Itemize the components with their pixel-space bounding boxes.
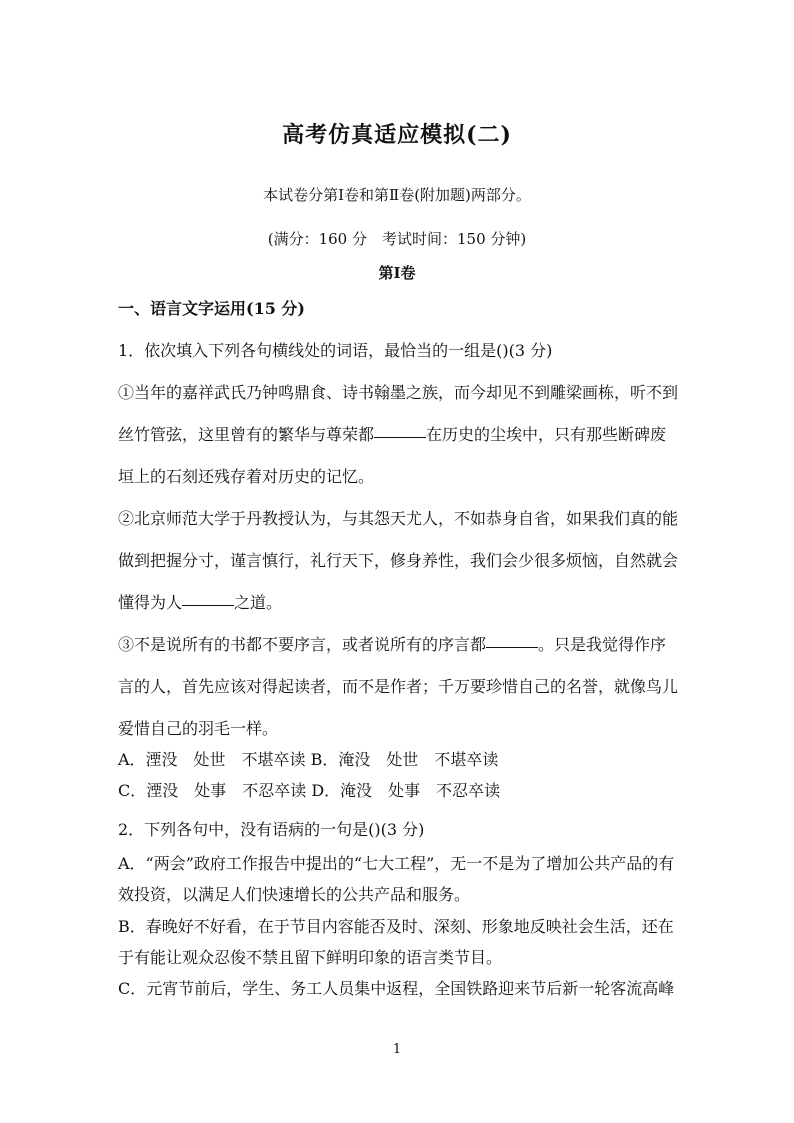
q2-option-c: C．元宵节前后，学生、务工人员集中返程，全国铁路迎来节后新一轮客流高峰: [118, 979, 675, 998]
q1-sentence-3: [118, 624, 678, 750]
q1-s1-text-a: ①当年的嘉祥武氏乃钟鸣鼎食、诗书翰墨之族，而今却见不到雕梁画栋，听不到丝竹管弦，这里曾有的繁华与尊荣都: [118, 383, 679, 444]
fill-blank-2: [182, 604, 234, 606]
q1-stem: 1．依次填入下列各句横线处的词语，最恰当的一组是()(3 分): [118, 341, 553, 360]
exam-meta: (满分：160 分 考试时间：150 分钟): [267, 230, 527, 248]
q1-s2-text-a: ②北京师范大学于丹教授认为，与其怨天尤人，不如恭身自省，如果我们真的能做到把握分寸，谨言慎行，礼行天下，修身养性，我们会少很多烦恼，自然就会懂得为人: [118, 509, 679, 612]
q1-sentence-1: [118, 372, 678, 498]
q1-s3-text-a: ③不是说所有的书都不要序言，或者说所有的序言都: [118, 635, 487, 654]
q1-s3-text-b: 。只是我觉得作序言的人，首先应该对得起读者，而不是作者；千万要珍惜自己的名誉，就像鸟儿爱惜自己的羽毛一样。: [118, 635, 679, 738]
page-title: 高考仿真适应模拟(二): [282, 122, 512, 148]
q1-s2-text-b: 之道。: [234, 593, 283, 612]
section-heading: 第Ⅰ卷: [378, 264, 416, 282]
q1-s1-text-b: 在历史的尘埃中，只有那些断碑废垣上的石刻还残存着对历史的记忆。: [118, 425, 667, 486]
fill-blank-3: [486, 646, 538, 648]
q1-options-row-2: C．湮没 处事 不忍卒读 D．淹没 处事 不忍卒读: [118, 781, 501, 800]
part1-heading: 一、语言文字运用(15 分): [118, 299, 305, 318]
q1-options-row-1: A．湮没 处世 不堪卒读 B．淹没 处世 不堪卒读: [118, 750, 499, 769]
q1-sentence-2: [118, 498, 678, 624]
subtitle: 本试卷分第Ⅰ卷和第Ⅱ卷(附加题)两部分。: [263, 186, 531, 204]
q2-option-b: B．春晚好不好看，在于节目内容能否及时、深刻、形象地反映社会生活，还在于有能让观众忍俊不禁且留下鲜明印象的语言类节目。: [118, 917, 674, 967]
page-number: 1: [392, 1042, 402, 1057]
fill-blank-1: [374, 436, 426, 438]
q2-stem: 2．下列各句中，没有语病的一句是()(3 分): [118, 820, 425, 839]
q2-option-a: A．“两会”政府工作报告中提出的“七大工程”，无一不是为了增加公共产品的有效投资，以满足人们快速增长的公共产品和服务。: [118, 854, 675, 904]
